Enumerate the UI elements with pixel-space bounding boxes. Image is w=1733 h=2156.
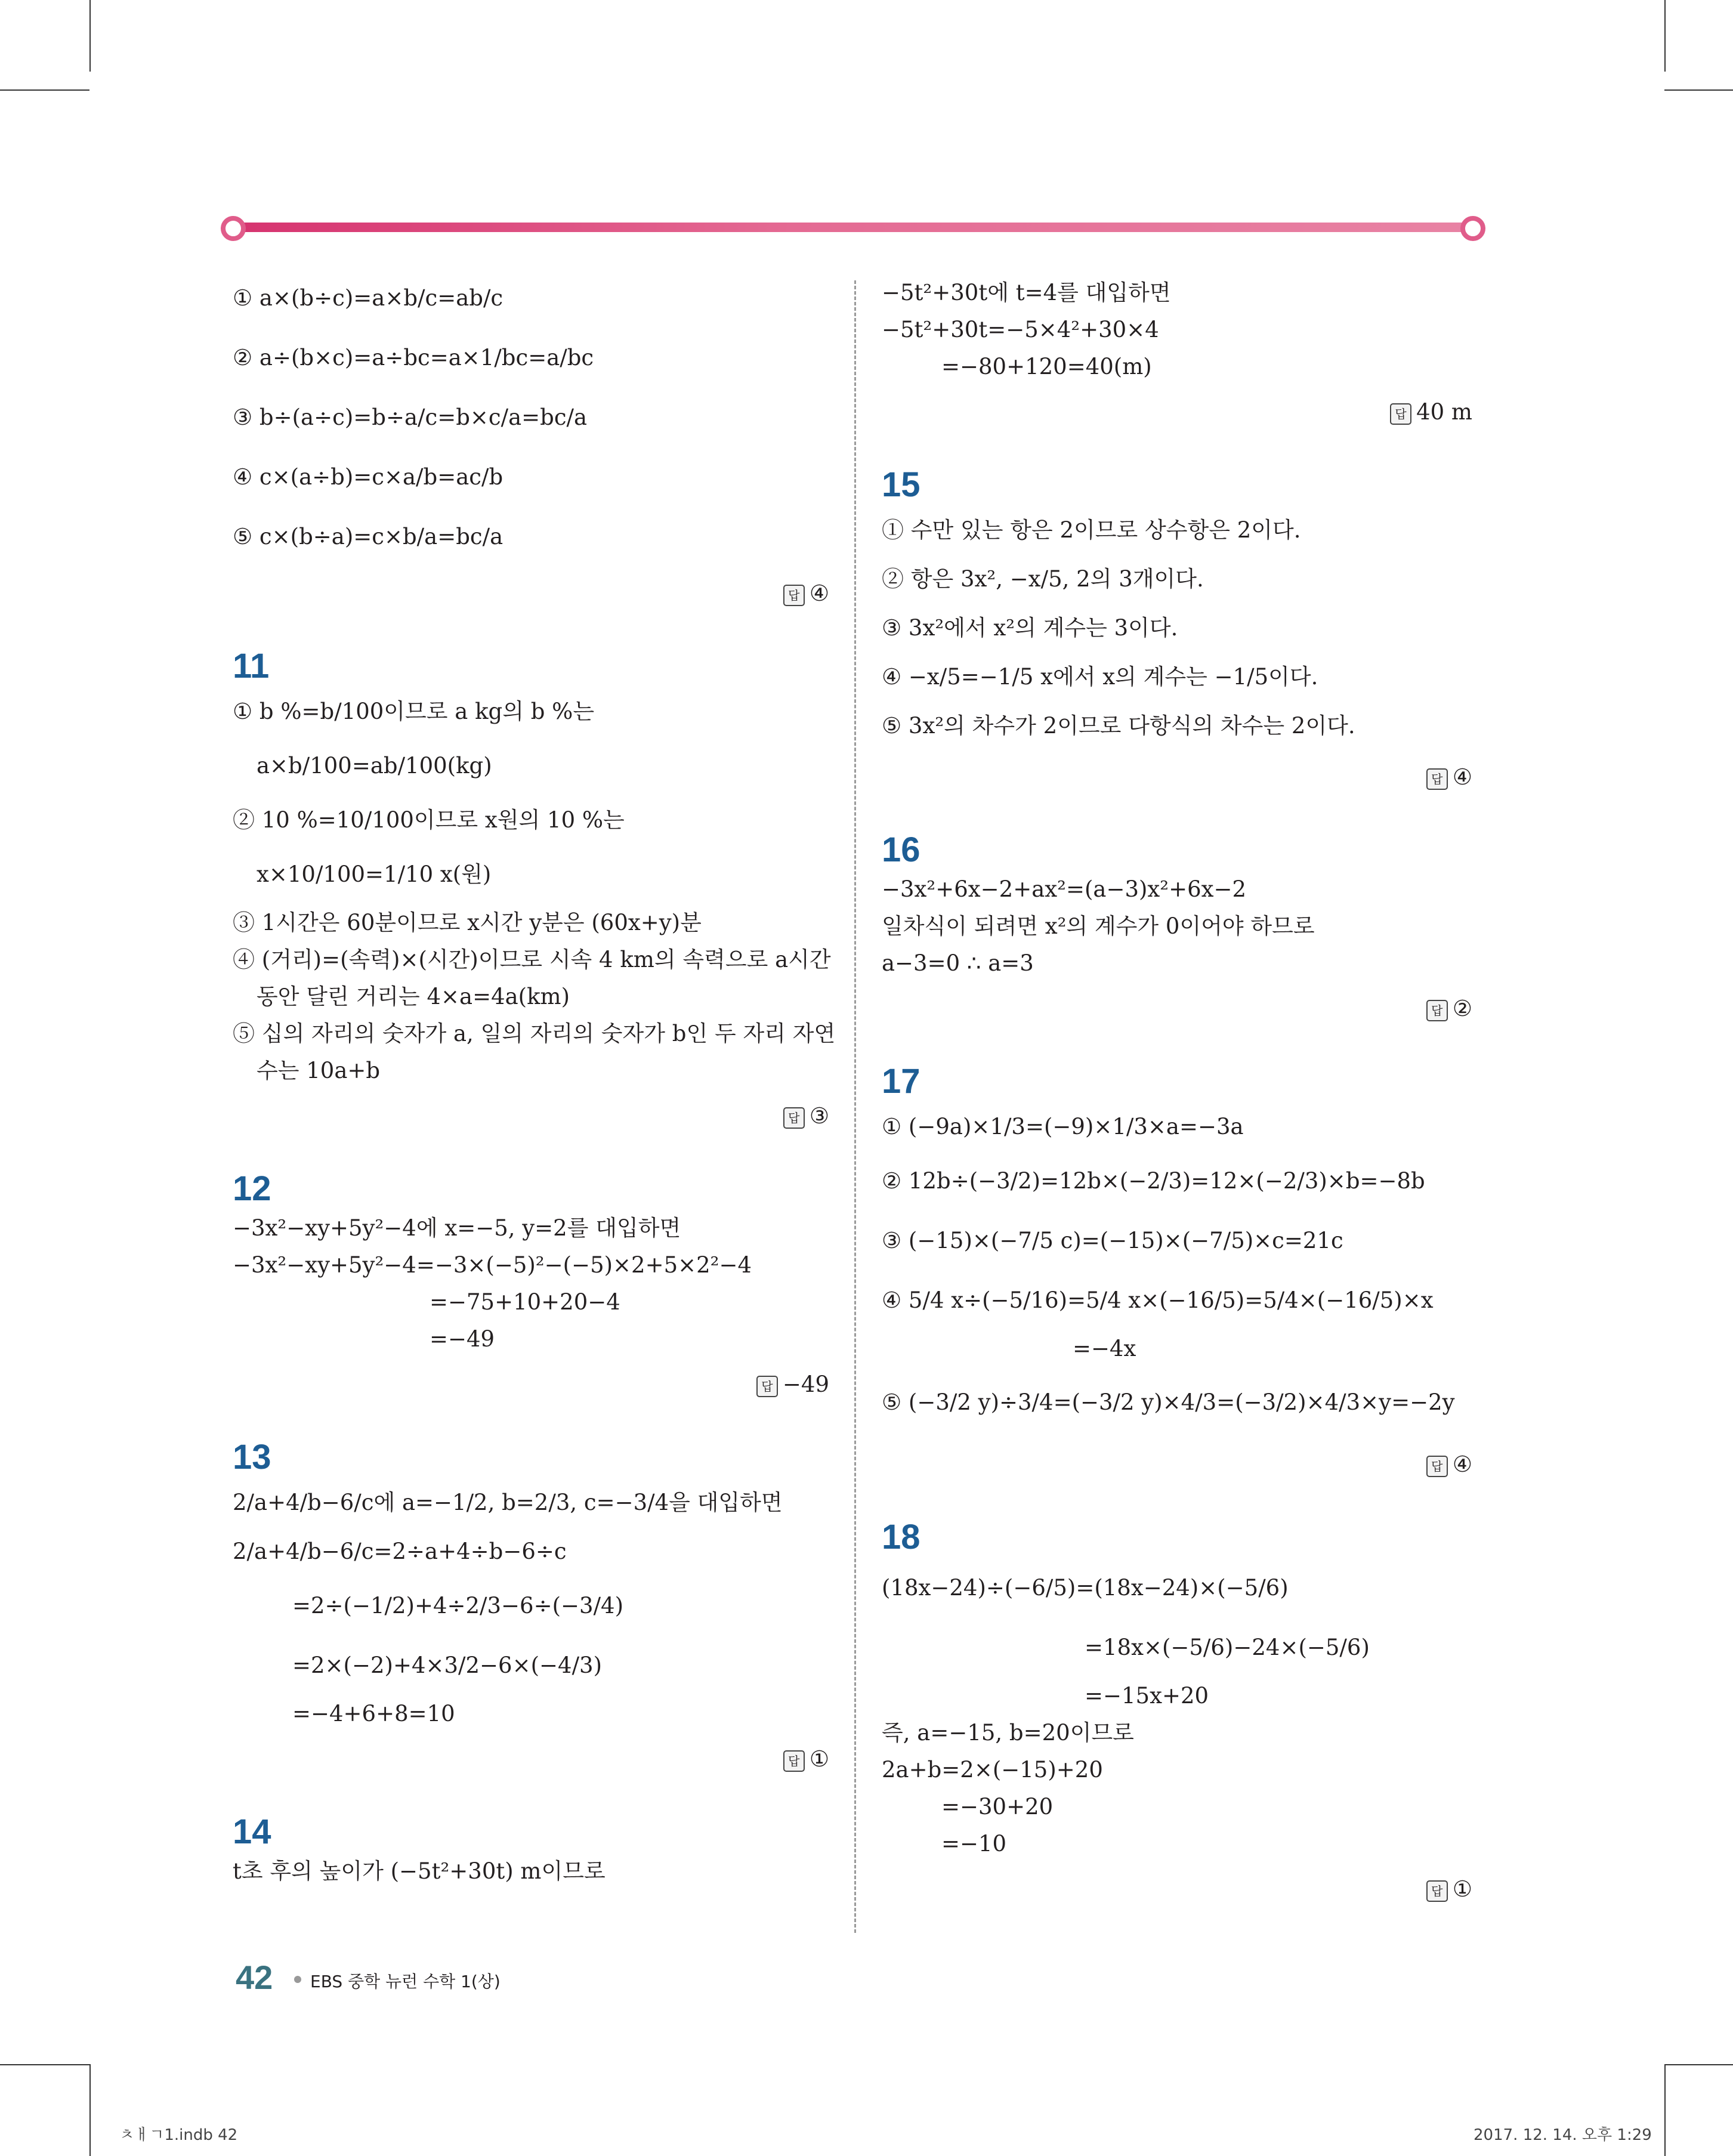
answer-line [882,394,1472,431]
solution-line: ② a÷(b×c)=a÷bc=a×1/bc=a/bc [233,345,594,370]
solution-line: 2/a+4/b−6/c=2÷a+4÷b−6÷c [233,1539,567,1564]
solution-line: a×b/100=ab/100(kg) [257,753,492,779]
answer-value: 40 m [1416,399,1472,425]
problem-number: 11 [233,647,270,685]
solution-line: ⑤ (−3/2 y)÷3/4=(−3/2 y)×4/3=(−3/2)×4/3×y=−2y [882,1389,1455,1415]
answer-label: 답 [1426,1000,1448,1021]
solution-line: 2/a+4/b−6/c에 a=−1/2, b=2/3, c=−3/4을 대입하면 [233,1490,783,1515]
solution-line: 동안 달린 거리는 4×a=4a(km) [257,984,570,1009]
solution-line: 즉, a=−15, b=20이므로 [882,1720,1134,1746]
crop-mark [1664,0,1666,72]
crop-mark [89,2064,91,2156]
solution-line: −3x²+6x−2+ax²=(a−3)x²+6x−2 [882,876,1247,902]
problem-number: 12 [233,1169,271,1208]
answer-value: ④ [809,580,829,606]
solution-line: x×10/100=1/10 x(원) [257,861,492,887]
solution-line: ② 12b÷(−3/2)=12b×(−2/3)=12×(−2/3)×b=−8b [882,1168,1425,1194]
crop-mark [0,89,89,91]
answer-value: ① [809,1746,829,1772]
solution-line: −3x²−xy+5y²−4에 x=−5, y=2를 대입하면 [233,1215,681,1241]
answer-label: 답 [783,1750,805,1772]
problem-number: 14 [233,1812,271,1851]
solution-line: =2÷(−1/2)+4÷2/3−6÷(−3/4) [292,1593,624,1618]
solution-line: ⑤ 십의 자리의 숫자가 a, 일의 자리의 숫자가 b인 두 자리 자연 [233,1021,836,1046]
solution-line: =18x×(−5/6)−24×(−5/6) [1085,1635,1370,1660]
crop-mark [1664,2064,1666,2156]
left-column [233,268,836,1890]
solution-line: ③ (−15)×(−7/5 c)=(−15)×(−7/5)×c=21c [882,1228,1343,1253]
solution-line: ⑤ c×(b÷a)=c×b/a=bc/a [233,524,503,549]
solution-line: 일차식이 되려면 x²의 계수가 0이어야 하므로 [882,913,1315,939]
answer-label: 답 [1390,403,1411,425]
book-title: EBS 중학 뉴런 수학 1(상) [310,1972,501,1991]
solution-line: ② 10 %=10/100이므로 x원의 10 %는 [233,807,625,833]
solution-line: −5t²+30t에 t=4를 대입하면 [882,280,1171,305]
right-column [882,274,1472,1916]
crop-mark [1664,89,1733,91]
crop-mark [1664,2064,1733,2065]
answer-label: 답 [1426,768,1448,790]
solution-line: =−4+6+8=10 [292,1701,455,1726]
page-number: 42 [236,1959,273,1996]
problem-number: 13 [233,1438,271,1477]
crop-mark [0,2064,89,2065]
solution-line: ③ 1시간은 60분이므로 x시간 y분은 (60x+y)분 [233,910,702,935]
answer-line [233,575,829,612]
problem-number: 15 [882,465,920,504]
column-divider [854,280,856,1933]
answer-label: 답 [1426,1880,1448,1902]
header-bar-right-dot [1460,216,1485,241]
answer-line [233,1741,829,1778]
solution-line: =2×(−2)+4×3/2−6×(−4/3) [292,1652,603,1678]
file-slug: ㅊㅐㄱ1.indb 42 [119,2126,238,2144]
solution-line: t초 후의 높이가 (−5t²+30t) m이므로 [233,1858,606,1884]
solution-line: 수는 10a+b [257,1058,381,1083]
solution-line: ③ 3x²에서 x²의 계수는 3이다. [882,615,1178,641]
solution-line: ① (−9a)×1/3=(−9)×1/3×a=−3a [882,1114,1244,1139]
problem-number: 18 [882,1518,920,1556]
answer-line [882,990,1472,1027]
answer-line [882,759,1472,796]
solution-line: =−49 [430,1326,495,1352]
solution-line: ⑤ 3x²의 차수가 2이므로 다항식의 차수는 2이다. [882,713,1355,739]
solution-line: −3x²−xy+5y²−4=−3×(−5)²−(−5)×2+5×2²−4 [233,1252,752,1278]
solution-line: ④ (거리)=(속력)×(시간)이므로 시속 4 km의 속력으로 a시간 [233,947,831,972]
answer-label: 답 [783,1107,805,1129]
problem-number: 17 [882,1062,920,1101]
solution-line: ④ 5/4 x÷(−5/16)=5/4 x×(−16/5)=5/4×(−16/5)×x [882,1287,1434,1313]
answer-line [233,1366,829,1403]
solution-line: (18x−24)÷(−6/5)=(18x−24)×(−5/6) [882,1575,1289,1601]
answer-value: ① [1452,1876,1472,1902]
answer-line [882,1871,1472,1908]
answer-line [882,1446,1472,1483]
solution-line: ④ −x/5=−1/5 x에서 x의 계수는 −1/5이다. [882,664,1318,690]
solution-line: =−30+20 [941,1794,1054,1820]
solution-line: ① 수만 있는 항은 2이므로 상수항은 2이다. [882,517,1301,543]
problem-number: 16 [882,830,920,869]
solution-line: =−10 [941,1831,1007,1857]
solution-line: =−4x [1073,1336,1136,1361]
solution-line: =−15x+20 [1085,1683,1209,1709]
solution-line: ③ b÷(a÷c)=b÷a/c=b×c/a=bc/a [233,404,588,430]
answer-label: 답 [783,585,805,606]
answer-value: ② [1452,996,1472,1021]
bullet-icon [294,1976,301,1983]
solution-line: ① b %=b/100이므로 a kg의 b %는 [233,699,595,724]
solution-line: −5t²+30t=−5×4²+30×4 [882,317,1159,342]
answer-value: −49 [782,1372,829,1397]
solution-line: a−3=0 ∴ a=3 [882,950,1034,976]
header-bar [231,223,1478,232]
answer-value: ④ [1452,1451,1472,1477]
crop-mark [89,0,91,72]
answer-label: 답 [756,1376,778,1397]
answer-value: ③ [809,1103,829,1129]
answer-value: ④ [1452,764,1472,790]
header-bar-left-dot [221,216,246,241]
solution-line: =−75+10+20−4 [430,1289,620,1315]
solution-line: ② 항은 3x², −x/5, 2의 3개이다. [882,566,1204,592]
solution-line: ① a×(b÷c)=a×b/c=ab/c [233,285,503,311]
solution-line: ④ c×(a÷b)=c×a/b=ac/b [233,464,503,490]
print-timestamp: 2017. 12. 14. 오후 1:29 [1473,2126,1652,2144]
solution-line: 2a+b=2×(−15)+20 [882,1757,1103,1783]
answer-line [233,1098,829,1135]
answer-label: 답 [1426,1456,1448,1477]
solution-line: =−80+120=40(m) [941,354,1152,379]
